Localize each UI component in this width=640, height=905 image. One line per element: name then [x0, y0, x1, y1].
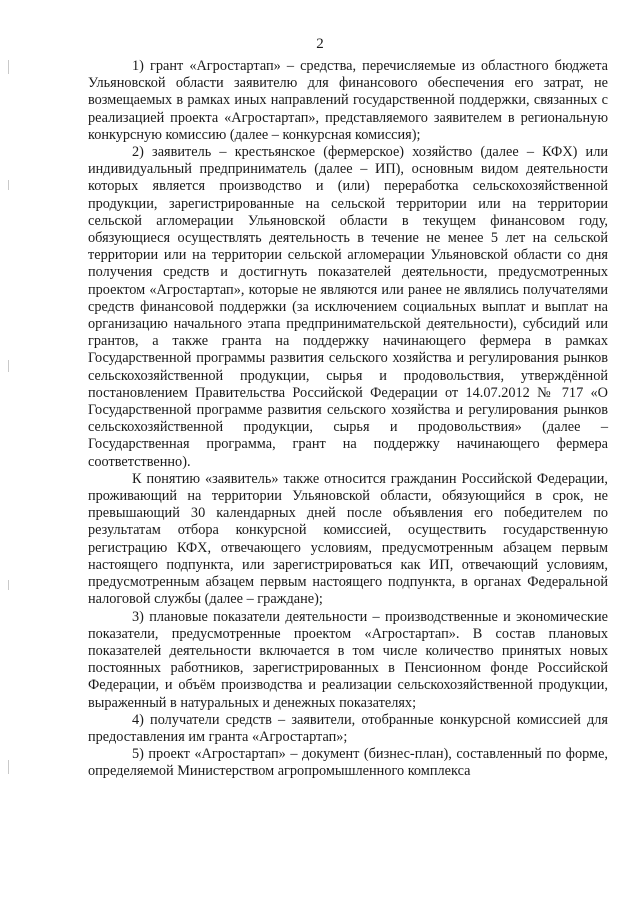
margin-mark — [8, 60, 9, 74]
left-margin-marks — [8, 60, 12, 860]
paragraph-1: 1) грант «Агростартап» – средства, перечисляемые из областного бюджета Ульяновской области заявителю для финансового обеспечения его затрат, не возмещаемых в рамках иных направлений государственной поддержки, связанных с реализацией проекта «Агростартап», представляемого заявителем в региональную конкурсную комиссию (далее – конкурсная комиссия); — [88, 58, 608, 143]
margin-mark — [8, 580, 9, 590]
margin-mark — [8, 180, 9, 190]
paragraph-3: К понятию «заявитель» также относится гражданин Российской Федерации, проживающий на территории Ульяновской области, обязующийся в срок, не превышающий 30 календарных дней после объявления его победителем по результатам отбора конкурсной комиссией, осуществить государственную регистрацию КФХ, отвечающего условиям, предусмотренным абзацем первым настоящего подпункта, или зарегистрироваться как ИП, отвечающий условиям, предусмотренным абзацем первым настоящего подпункта, в органах Федеральной налоговой службы (далее – граждане); — [88, 470, 608, 608]
page-number: 2 — [316, 36, 324, 52]
document-body — [88, 58, 608, 781]
paragraph-2: 2) заявитель – крестьянское (фермерское) хозяйство (далее – КФХ) или индивидуальный предприниматель (далее – ИП), основным видом деятельности которых является производство и (или) переработка сельскохозяйственной продукции, зарегистрированные на сельской территории или на территории сельской агломерации Ульяновской области в текущем финансовом году, обязующиеся осуществлять деятельность в течение не менее 5 лет на сельской территории или на территории сельской агломерации Ульяновской области со дня получения средств и достигнуть показателей деятельности, предусмотренных проектом «Агростартап», которые не являются или ранее не являлись получателями средств финансовой поддержки (за исключением социальных выплат и выплат на организацию начального этапа предпринимательской деятельности), субсидий или грантов, а также гранта на поддержку начинающего фермера в рамках Государственной программы развития сельского хозяйства и регулирования рынков сельскохозяйственной продукции, сырья и продовольствия, утверждённой постановлением Правительства Российской Федерации от 14.07.2012 № 717 «О Государственной программе развития сельского хозяйства и регулирования рынков сельскохозяйственной продукции, сырья и продовольствия» (далее – Государственная программа, грант на поддержку начинающего фермера соответственно). — [88, 144, 608, 470]
paragraph-6: 5) проект «Агростартап» – документ (бизнес-план), составленный по форме, определяемой Министерством агропромышленного комплекса — [88, 746, 608, 780]
margin-mark — [8, 360, 9, 372]
margin-mark — [8, 760, 9, 774]
paragraph-4: 3) плановые показатели деятельности – производственные и экономические показатели, предусмотренные проектом «Агростартап». В состав плановых показателей деятельности включается в том числе количество принятых новых постоянных работников, зарегистрированных в Пенсионном фонде Российской Федерации, и объём производства и реализации сельскохозяйственной продукции, выраженный в натуральных и денежных показателях; — [88, 608, 608, 711]
paragraph-5: 4) получатели средств – заявители, отобранные конкурсной комиссией для предоставления им гранта «Агростартап»; — [88, 711, 608, 745]
